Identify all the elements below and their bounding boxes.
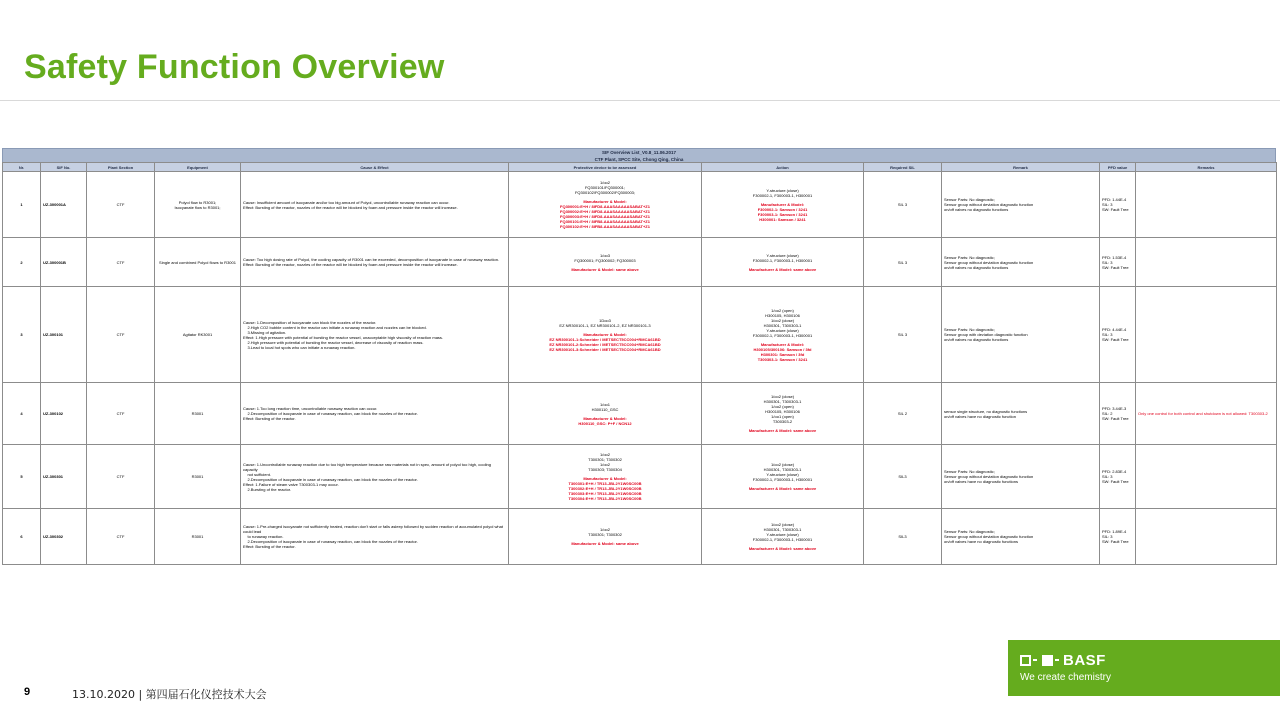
cell-protective-device [509, 383, 702, 445]
column-header: Action [702, 163, 864, 172]
table-header-row [3, 163, 1277, 172]
cell-line: on/off valves no diagnostic functions [944, 264, 1009, 270]
cell-line: H300301, T300303-1 [763, 527, 802, 532]
cell-action [702, 509, 864, 565]
cell-action [702, 238, 864, 287]
cell-sif-no: UZ-300102 [41, 383, 87, 445]
cell-line: Polyol flow to R3001; [178, 199, 217, 205]
cell-line: Sensor group without deviation diagnostic function [944, 474, 1034, 479]
cell-protective-device [509, 445, 702, 509]
cell-equipment [155, 383, 241, 445]
cell-line: 2.Decomposition of isocyanate in case of runaway reaction, can block the nozzles of the reactor. [243, 476, 418, 482]
cell-sif-no: UZ-300001A [41, 172, 87, 238]
cell-line: 1/oo2 (open) [771, 307, 794, 313]
cell-required-sil: SIL 3 [864, 172, 942, 238]
cell-line: Sensor group without deviation diagnostic function [944, 259, 1034, 265]
cell-nr: 6 [3, 509, 41, 565]
cell-line: 1/oo2 (close) [770, 394, 795, 399]
cell-line: PFD: 2.83E-4 [1102, 469, 1127, 474]
cell-line: EZ NR300101-2:Schneider / METSECT5CC004+RMCA61BD [549, 341, 661, 347]
cell-line: 1/oo2 [599, 462, 610, 467]
cell-line: FQ300101/FQ300001; [584, 185, 626, 190]
cell-line: Sensor Parts: No diagnostic; [944, 197, 995, 202]
logo-dash-icon [1055, 659, 1059, 661]
cell-remarks [1136, 172, 1277, 238]
cell-remarks [1136, 287, 1277, 383]
cell-line: F300002-1, F300003-1, H300001 [752, 477, 813, 482]
footer-date-event: 13.10.2020 | 第四届石化仪控技术大会 [72, 688, 267, 701]
cell-line: Cause: 1.Too long reaction time, uncontrollable runaway reaction can occur. [243, 406, 378, 411]
cell-line: Manufacturer & Model: [583, 415, 627, 421]
cell-nr: 1 [3, 172, 41, 238]
column-header: Equipment [155, 163, 241, 172]
column-header: Remarks [1136, 163, 1277, 172]
cell-cause-effect [241, 383, 509, 445]
cell-line: Effect: 1.High pressure with potential of bursting the reactor vessel, unacceptable high viscosity of reaction mass. [243, 334, 444, 340]
cell-line: on/off valves no diagnostic functions [944, 207, 1009, 212]
cell-line: R3001 [191, 474, 204, 479]
column-header: Remark [942, 163, 1100, 172]
cell-plant-section: CTF [87, 383, 155, 445]
cell-line: Cause: 1.Uncontrollable runaway reaction due to too high temperature because raw materials not in spec, amount of polyol too high, cooling capacity [243, 461, 493, 472]
cell-line: FQ300102/FQ300002/FQ300003; [574, 190, 636, 195]
cell-action [702, 383, 864, 445]
cell-line: Y-structure (close) [766, 327, 799, 333]
cell-protective-device [509, 509, 702, 565]
cell-remarks [1136, 238, 1277, 287]
sif-overview-table-container [2, 148, 1276, 565]
cell-nr: 3 [3, 287, 41, 383]
cell-pfd-value [1100, 287, 1136, 383]
cell-plant-section: CTF [87, 172, 155, 238]
sif-overview-table [2, 162, 1277, 565]
cell-line: T300301:E+H / TR13-JBL2Y1W0SC00B [568, 481, 642, 486]
cell-line: FQ300102:E+H / 8IFB8-AAASAAAAASABAT+Z1 [560, 224, 650, 229]
cell-line: 1/oo2 [599, 180, 610, 185]
cell-line: SIL: 3 [1102, 534, 1113, 539]
cell-line: Manufacturer & Model: [583, 476, 627, 481]
cell-line: Effect: 1.Failure of steam valve T300303-1 may occur. [243, 481, 339, 487]
cell-equipment [155, 172, 241, 238]
cell-line: 1/oo1 (open) [771, 414, 794, 419]
cell-line: Manufacturer & Model: [583, 331, 627, 337]
cell-line: Isocyanate flow to R3001; [174, 204, 221, 210]
cell-required-sil: SIL3 [864, 445, 942, 509]
cell-required-sil: SIL 3 [864, 238, 942, 287]
cell-plant-section: CTF [87, 287, 155, 383]
cell-line: SW: Fault Tree [1102, 479, 1129, 484]
cell-line: 3.Lead to local hot spots who can initiate a runaway reaction. [243, 344, 356, 350]
column-header: Protective device to be assessed [509, 163, 702, 172]
cell-line: SW: Fault Tree [1102, 207, 1129, 212]
cell-line: 2.Bursting of the reactor. [243, 486, 292, 492]
column-header: Plant Section [87, 163, 155, 172]
cell-line: on/off valves have no diagnostic functions [944, 479, 1018, 484]
cell-line: Sensor Parts: No diagnostic; [944, 469, 995, 474]
cell-protective-device [509, 287, 702, 383]
cell-line: 1/oo2 (open) [771, 404, 794, 409]
cell-line: PFD: 1.44E-4 [1102, 197, 1127, 202]
cell-line: Y-structure (close) [766, 187, 799, 193]
cell-line: Effect: Bursting of the reactor, nozzles of the reactor will be blocked by foam and pressure inside the reactor will increase. [243, 204, 458, 210]
cell-line: Sensor group without deviation diagnostic function [944, 534, 1034, 539]
cell-line: Manufacturer & Model: same above [748, 486, 817, 491]
cell-line: SIL: 3 [1102, 259, 1113, 265]
cell-line: sensor single structure, no diagnostic functions [944, 408, 1028, 414]
cell-equipment [155, 238, 241, 287]
banner-title: SIF Overview List_V0.8_11.06.2017 [601, 150, 677, 155]
cell-line: EZ NR300101-3:Schneider / METSECT5CC004+RMCA61BD [549, 346, 661, 352]
cell-equipment [155, 445, 241, 509]
cell-line: 2.Decomposition of isocyanate in case of runaway reaction, can block the nozzles of the reactor. [243, 539, 418, 544]
cell-cause-effect [241, 172, 509, 238]
cell-line: Sensor group without deviation diagnostic function [944, 202, 1034, 207]
cell-line: H300105, H300106 [765, 409, 800, 414]
cell-line: SIL: 3 [1102, 474, 1113, 479]
cell-line: F300002-1: Samson / 3241 [757, 206, 808, 212]
cell-plant-section: CTF [87, 509, 155, 565]
cell-line: to runaway reaction. [243, 534, 284, 539]
cell-line: Effect: Bursting of the reactor. [243, 416, 296, 421]
logo-square-outline-icon [1020, 655, 1031, 666]
cell-line: SW: Fault Tree [1102, 416, 1129, 421]
cell-line: FQ300002:E+H / 8IFD8-AAASAAAAASABAT+Z1 [560, 209, 650, 214]
cell-line: on/off valves have no diagnostic functions [944, 539, 1018, 544]
cell-line: Sensor Parts: No diagnostic; [944, 254, 995, 260]
cell-remark [942, 287, 1100, 383]
cell-line: R3001 [191, 411, 204, 416]
cell-line: 1/oo2 [599, 452, 610, 457]
cell-line: Agitator RK3001 [182, 332, 213, 337]
cell-sif-no: UZ-300101 [41, 287, 87, 383]
cell-protective-device [509, 172, 702, 238]
cell-line: F300002-1, F300003-1, H300001 [752, 192, 813, 198]
cell-protective-device [509, 238, 702, 287]
logo-dash-icon [1033, 659, 1037, 661]
page-title: Safety Function Overview [24, 48, 445, 86]
cell-line: Sensor Parts: No diagnostic; [944, 529, 995, 534]
cell-line: SW: Fault Tree [1102, 337, 1129, 342]
cell-pfd-value [1100, 172, 1136, 238]
cell-nr: 5 [3, 445, 41, 509]
cell-line: PFD: 4.44E-4 [1102, 327, 1127, 332]
cell-line: H300110_GSC: P+F / NCN12 [578, 420, 632, 426]
cell-line: Cause: Too high dosing rate of Polyol, the cooling capacity of R3001 can be exceeded, decomposition of isocyanate in case of runaway reaction. [243, 257, 500, 262]
title-divider [0, 100, 1280, 101]
cell-sif-no: UZ-300301 [41, 445, 87, 509]
basf-logo [1008, 640, 1280, 696]
cell-required-sil: SIL 3 [864, 287, 942, 383]
cell-cause-effect [241, 287, 509, 383]
cell-line: 1/oo2 (close) [770, 317, 795, 323]
cell-line: T300301; T300302 [588, 457, 622, 462]
column-header: PFD value [1100, 163, 1136, 172]
cell-line: PFD: 1.53E-4 [1102, 254, 1127, 260]
cell-line: SW: Fault Tree [1102, 539, 1129, 544]
table-banner [2, 148, 1276, 162]
table-row [3, 172, 1277, 238]
cell-line: T300304:E+H / TR13-JBL2Y1W0SC00B [568, 496, 642, 501]
cell-line: Y-structure (close) [766, 472, 799, 477]
cell-line: T300303-2 [772, 419, 793, 424]
cell-line: H300301: Samson / 3fd [760, 351, 805, 357]
cell-line: SIL: 2 [1102, 411, 1113, 416]
cell-cause-effect [241, 445, 509, 509]
cell-line: EZ NR300101-1:Schneider / METSECT5CC004+RMCA61BD [549, 336, 661, 342]
cell-remarks: Only one control for both control and shutdown is not allowed: T300303-2 [1136, 383, 1277, 445]
cell-remark [942, 509, 1100, 565]
cell-line: H300301, T300303-1 [763, 467, 802, 472]
column-header: SIF No. [41, 163, 87, 172]
cell-line: F300002-1, F300003-1, H300001 [752, 537, 813, 542]
cell-remark [942, 238, 1100, 287]
column-header: Required SIL [864, 163, 942, 172]
cell-line: Manufacturer & Model: same above [748, 546, 817, 551]
cell-line: H300301, T300303-1 [763, 399, 802, 404]
cell-line: 1/oo2 (close) [770, 462, 795, 467]
cell-line: T300303-1: Samson / 3241 [757, 356, 808, 362]
cell-sif-no: UZ-300302 [41, 509, 87, 565]
cell-plant-section: CTF [87, 238, 155, 287]
cell-line: SIL: 3 [1102, 202, 1113, 207]
cell-action [702, 172, 864, 238]
cell-nr: 2 [3, 238, 41, 287]
cell-line: T300301; T300302 [588, 532, 622, 537]
cell-sif-no: UZ-300001B [41, 238, 87, 287]
cell-line: T300302:E+H / TR13-JBL2Y1W0SC00B [568, 486, 642, 491]
cell-line: Manufacturer & Model: same above [748, 428, 817, 433]
table-row [3, 445, 1277, 509]
cell-line: EZ NR300101-1, EZ NR300101-2, EZ NR300101-3 [559, 322, 651, 328]
cell-line: F300002-1, F300003-1, H300001 [752, 257, 813, 263]
cell-line: Single and combined Polyol flows to R3001 [159, 259, 236, 265]
cell-line: 1/oo2 [599, 527, 610, 532]
cell-line: H300105/300106: Samson / 3fd [753, 346, 812, 352]
cell-line: FQ300003:E+H / 8IFD8-AAASAAAAASABAT+Z1 [560, 214, 650, 219]
cell-remarks [1136, 445, 1277, 509]
cell-line: FQ300001; FQ300002; FQ300003 [574, 257, 636, 263]
cell-line: Sensor group with deviation diagnostic function [944, 332, 1028, 337]
cell-line: 2.Decomposition of isocyanate in case of runaway reaction, can block the nozzles of the reactor. [243, 411, 418, 416]
cell-line: SW: Fault Tree [1102, 264, 1129, 270]
cell-line: 1/oo3 [599, 252, 610, 258]
cell-line: H300105, H300106 [765, 312, 800, 318]
cell-line: Manufacturer & Model: same above [748, 266, 817, 272]
cell-pfd-value [1100, 509, 1136, 565]
column-header: Nr. [3, 163, 41, 172]
cell-line: Y-structure (close) [766, 252, 799, 258]
cell-line: Effect: Bursting of the reactor, nozzles of the reactor will be blocked by foam and pressure inside the reactor will increase. [243, 262, 458, 267]
cell-line: 3.Missing of agitation. [243, 329, 287, 335]
cell-line: T300303; T300304 [588, 467, 622, 472]
column-header: Cause & Effect [241, 163, 509, 172]
cell-remark [942, 172, 1100, 238]
cell-line: Manufacturer & Model: same above [571, 266, 639, 272]
cell-line: H300110_GSC [591, 406, 619, 412]
cell-equipment [155, 509, 241, 565]
cell-action [702, 287, 864, 383]
cell-line: SIL: 3 [1102, 332, 1113, 337]
cell-plant-section: CTF [87, 445, 155, 509]
cell-line: F300002-1, F300003-1, H300001 [752, 332, 813, 338]
cell-line: Manufacturer & Model: [760, 201, 805, 207]
cell-line: Y-structure (close) [766, 532, 799, 537]
cell-line: Cause: Insufficient amount of isocyanate and/or too big amount of Polyol, uncontrollable runaway reaction can occur. [243, 199, 450, 205]
cell-action [702, 445, 864, 509]
cell-line: 1Doo3 [599, 317, 611, 323]
cell-line: Manufacturer & Model: same above [571, 541, 639, 546]
cell-pfd-value [1100, 445, 1136, 509]
cell-line: F300003-1: Samson / 3241 [757, 211, 808, 217]
cell-line: H300001: Samson / 3241 [759, 216, 806, 222]
logo-wordmark: BASF [1063, 651, 1106, 669]
cell-line: Sensor Parts: No diagnostic; [944, 327, 995, 332]
cell-line: R3001 [191, 534, 204, 539]
cell-line: PFD: 3.44E-3 [1102, 406, 1127, 411]
cell-line: not sufficient. [243, 471, 271, 477]
cell-nr: 4 [3, 383, 41, 445]
cell-line: Cause: 1.Pre-charged isocyanate not sufficiently heated, reaction don't start or falls asleep followed by sudden reaction of accumulated polyol what could lead [243, 524, 505, 534]
page-number: 9 [24, 686, 31, 698]
table-row [3, 509, 1277, 565]
cell-line: 2.High pressure with potential of bursting the reactor vessel, decrease of viscosity of reaction mass. [243, 339, 424, 345]
cell-remarks [1136, 509, 1277, 565]
cell-line: Manufacturer & Model: [583, 199, 627, 204]
cell-cause-effect [241, 238, 509, 287]
cell-line: FQ300001:E+H / 8IFD8-AAASAAAAASABAT+Z1 [560, 204, 650, 209]
logo-tagline: We create chemistry [1020, 672, 1111, 683]
cell-line: Manufacturer & Model: [760, 341, 805, 347]
banner-subtitle: CTF Plant, SPCC Site, Chong Qing, China [594, 157, 684, 162]
table-row [3, 383, 1277, 445]
cell-pfd-value [1100, 383, 1136, 445]
table-row [3, 287, 1277, 383]
cell-line: PFD: 1.89E-4 [1102, 529, 1127, 534]
table-row [3, 238, 1277, 287]
cell-line: 2.High CO2 bubble content in the reactor can initiate a runaway reaction and nozzles can be blocked. [243, 324, 427, 330]
cell-line: H300301, T300303-1 [763, 322, 802, 328]
cell-required-sil: SIL3 [864, 509, 942, 565]
cell-line: Effect: Bursting of the reactor. [243, 544, 296, 549]
cell-remark [942, 445, 1100, 509]
cell-required-sil: SIL 2 [864, 383, 942, 445]
cell-line: on/off valves no diagnostic functions [944, 337, 1009, 342]
cell-line: 1/oo2 (close) [770, 522, 795, 527]
basf-logo-mark [1020, 652, 1280, 668]
cell-cause-effect [241, 509, 509, 565]
cell-line: 1/oo1 [599, 401, 610, 407]
cell-line: Cause: 1.Decomposition of isocyanate can block the nozzles of the reactor. [243, 319, 377, 325]
cell-line: T300303:E+H / TR13-JBL2Y1W0SC00B [568, 491, 642, 496]
logo-square-filled-icon [1042, 655, 1053, 666]
cell-line: on/off valves have no diagnostic function [944, 413, 1016, 419]
cell-pfd-value [1100, 238, 1136, 287]
cell-equipment [155, 287, 241, 383]
cell-line: FQ300101:E+H / 8IFB8-AAASAAAAASABAT+Z1 [560, 219, 650, 224]
cell-remark [942, 383, 1100, 445]
